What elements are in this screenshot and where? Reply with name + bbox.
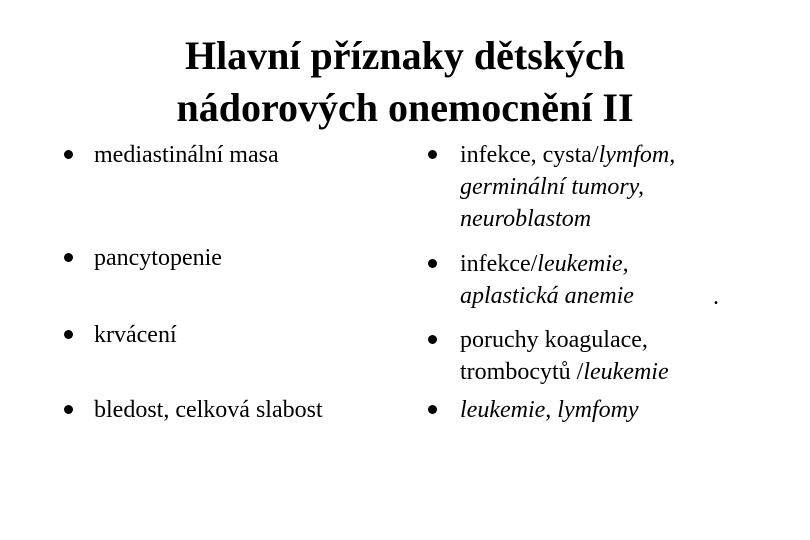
cause-text: infekce/	[460, 251, 538, 277]
title-line-1: Hlavní příznaky dětských	[184, 33, 626, 78]
cause-item-continuation: germinální tumory,	[460, 174, 644, 200]
cause-item-continuation	[460, 356, 669, 388]
bullet-icon	[428, 335, 437, 344]
cause-text-emphasis: leukemie,	[537, 251, 629, 277]
cause-item: poruchy koagulace,	[460, 327, 648, 353]
symptom-item: bledost, celková slabost	[94, 397, 323, 423]
bullet-icon	[64, 150, 73, 159]
cause-text-emphasis: lymfom,	[598, 142, 676, 168]
bullet-icon	[428, 150, 437, 159]
cause-item-continuation: aplastická anemie	[460, 283, 634, 309]
bullet-icon	[428, 405, 437, 414]
bullet-icon	[428, 259, 437, 268]
cause-text-emphasis: leukemie	[583, 359, 669, 385]
symptom-item: krvácení	[94, 322, 177, 348]
bullet-icon	[64, 405, 73, 414]
cause-item	[460, 139, 675, 171]
cause-item-continuation: neuroblastom	[460, 206, 592, 232]
cause-item: leukemie, lymfomy	[460, 397, 639, 423]
cause-item	[460, 248, 629, 280]
slide-title	[60, 30, 750, 134]
bullet-icon	[64, 253, 73, 262]
trailing-dot: .	[713, 284, 719, 310]
bullet-icon	[64, 330, 73, 339]
cause-text: trombocytů /	[460, 359, 584, 385]
title-line-2: nádorových onemocnění II	[176, 85, 634, 130]
cause-text: infekce, cysta/	[460, 142, 599, 168]
symptom-item: pancytopenie	[94, 245, 222, 271]
symptom-item: mediastinální masa	[94, 142, 279, 168]
